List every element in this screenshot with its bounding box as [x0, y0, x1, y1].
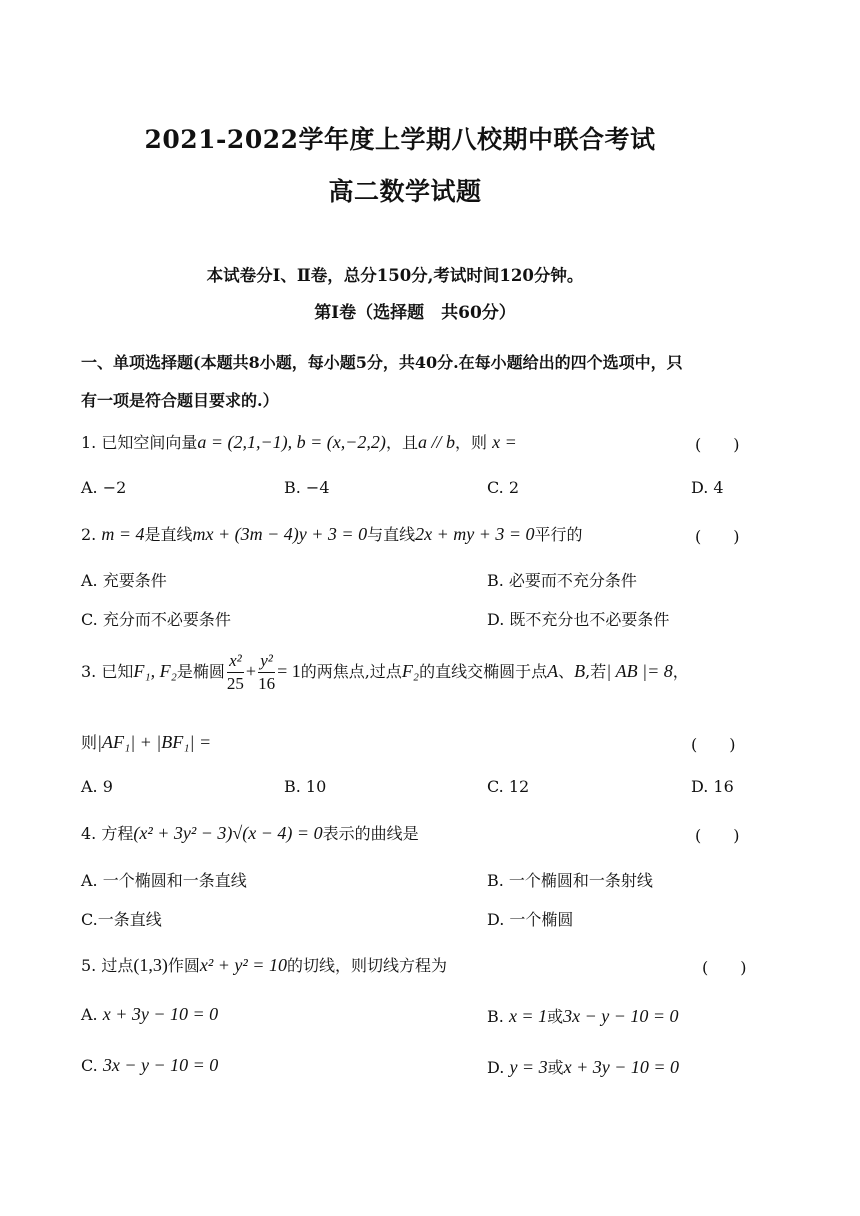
option-a: A. x + 3y − 10 = 0 — [81, 1004, 219, 1024]
math-expression: a // b — [417, 432, 455, 452]
answer-paren: ( ) — [691, 735, 736, 754]
question-text: 平行的 — [534, 525, 583, 544]
question-text: ，则 — [454, 433, 487, 452]
option-d: D. 既不充分也不必要条件 — [487, 610, 670, 629]
option-c: C. 2 — [487, 478, 520, 497]
answer-paren: ( ) — [695, 826, 740, 845]
math-expression: y = 3 — [509, 1057, 548, 1077]
question-text: 的两焦点,过点 — [300, 662, 402, 681]
equals-one: = 1 — [277, 661, 301, 681]
question-text: ， — [672, 662, 689, 681]
option-c: C.一条直线 — [81, 910, 162, 929]
answer-paren: ( ) — [695, 435, 740, 454]
math-expression: A — [547, 661, 559, 681]
option-d: D. 一个椭圆 — [487, 910, 574, 929]
question-3 — [81, 650, 689, 695]
math-expression: mx + (3m − 4)y + 3 = 0 — [192, 524, 368, 544]
question-4 — [81, 821, 419, 844]
question-text: 已知 — [101, 662, 134, 681]
option-b: B. −4 — [284, 478, 330, 497]
question-text: 作圆 — [167, 956, 200, 975]
question-text: 则 — [81, 733, 98, 752]
question-2 — [81, 522, 583, 545]
math-expression: 3x − y − 10 = 0 — [563, 1006, 679, 1026]
question-text: 与直线 — [367, 525, 416, 544]
math-expression: F₂ — [401, 661, 420, 681]
question-number: 5. — [81, 956, 97, 975]
option-a: A. 9 — [81, 777, 113, 796]
question-1 — [81, 430, 517, 453]
answer-paren: ( ) — [702, 958, 747, 977]
question-text: ，且 — [385, 433, 418, 452]
exam-info: 本试卷分Ⅰ、Ⅱ卷，总分150分,考试时间120分钟。 — [206, 266, 584, 285]
question-text: 的直线交椭圆于点 — [419, 662, 548, 681]
math-expression: F₁, F₂ — [133, 661, 177, 681]
question-text: 已知空间向量 — [101, 433, 198, 452]
option-b: B. 一个椭圆和一条射线 — [487, 871, 653, 890]
option-b: B. 10 — [284, 777, 327, 796]
question-text: 是椭圆 — [176, 662, 225, 681]
question-number: 2. — [81, 525, 97, 544]
question-3-line2 — [81, 730, 211, 753]
option-a: A. −2 — [81, 478, 127, 497]
math-expression: 3x − y − 10 = 0 — [102, 1055, 219, 1075]
option-c: C. 12 — [487, 777, 530, 796]
option-b: B. 必要而不充分条件 — [487, 571, 637, 590]
math-expression: x = 1 — [508, 1006, 548, 1026]
math-expression: a = (2,1,−1), b = (x,−2,2) — [197, 432, 386, 452]
question-text: 方程 — [101, 824, 134, 843]
option-a: A. 充要条件 — [81, 571, 167, 590]
option-d: D. y = 3或x + 3y − 10 = 0 — [487, 1057, 680, 1077]
question-text: 是直线 — [144, 525, 193, 544]
part-heading: 第Ⅰ卷（选择题 共60分） — [314, 303, 516, 323]
option-c: C. 3x − y − 10 = 0 — [81, 1055, 219, 1075]
option-c: C. 充分而不必要条件 — [81, 610, 231, 629]
question-text: 、 — [558, 662, 575, 681]
answer-paren: ( ) — [695, 527, 740, 546]
option-d: D. 4 — [691, 478, 724, 497]
question-number: 3. — [81, 662, 97, 681]
math-expression: (1,3) — [133, 955, 168, 975]
section-heading-line1: 一、单项选择题(本题共8小题，每小题5分，共40分.在每小题给出的四个选项中，只 — [81, 353, 683, 372]
section-heading-line2: 有一项是符合题目要求的.） — [81, 391, 279, 410]
option-b: B. x = 1或3x − y − 10 = 0 — [487, 1006, 679, 1026]
math-expression: x = — [492, 432, 517, 452]
option-d: D. 16 — [691, 777, 734, 796]
math-expression: m = 4 — [101, 524, 145, 544]
question-text: 过点 — [101, 956, 134, 975]
math-expression: x + 3y − 10 = 0 — [102, 1004, 219, 1024]
math-expression: x + 3y − 10 = 0 — [563, 1057, 680, 1077]
math-expression: (x² + 3y² − 3)√(x − 4) = 0 — [133, 823, 323, 843]
math-expression: 2x + my + 3 = 0 — [415, 524, 535, 544]
fraction-y2-16: $\frac{\text{y²}}{16}$ — [258, 651, 276, 693]
math-expression: | AB |= 8 — [606, 661, 673, 681]
option-a: A. 一个椭圆和一条直线 — [81, 871, 247, 890]
math-expression: x² + y² = 10 — [199, 955, 287, 975]
question-text: ,若 — [585, 662, 607, 681]
exam-subtitle: 高二数学试题 — [328, 177, 482, 206]
question-number: 4. — [81, 824, 97, 843]
question-5 — [81, 953, 447, 976]
math-expression: B — [574, 661, 586, 681]
question-number: 1. — [81, 433, 97, 452]
math-expression: |AF₁| + |BF₁| = — [97, 732, 212, 752]
question-text: 的切线，则切线方程为 — [286, 956, 447, 975]
question-text: 表示的曲线是 — [322, 824, 419, 843]
exam-title: 2021-2022学年度上学期八校期中联合考试 — [144, 125, 656, 154]
fraction-x2-25: $\frac{\text{x²}}{25}$ — [226, 651, 244, 693]
plus-sign: + — [245, 661, 257, 681]
